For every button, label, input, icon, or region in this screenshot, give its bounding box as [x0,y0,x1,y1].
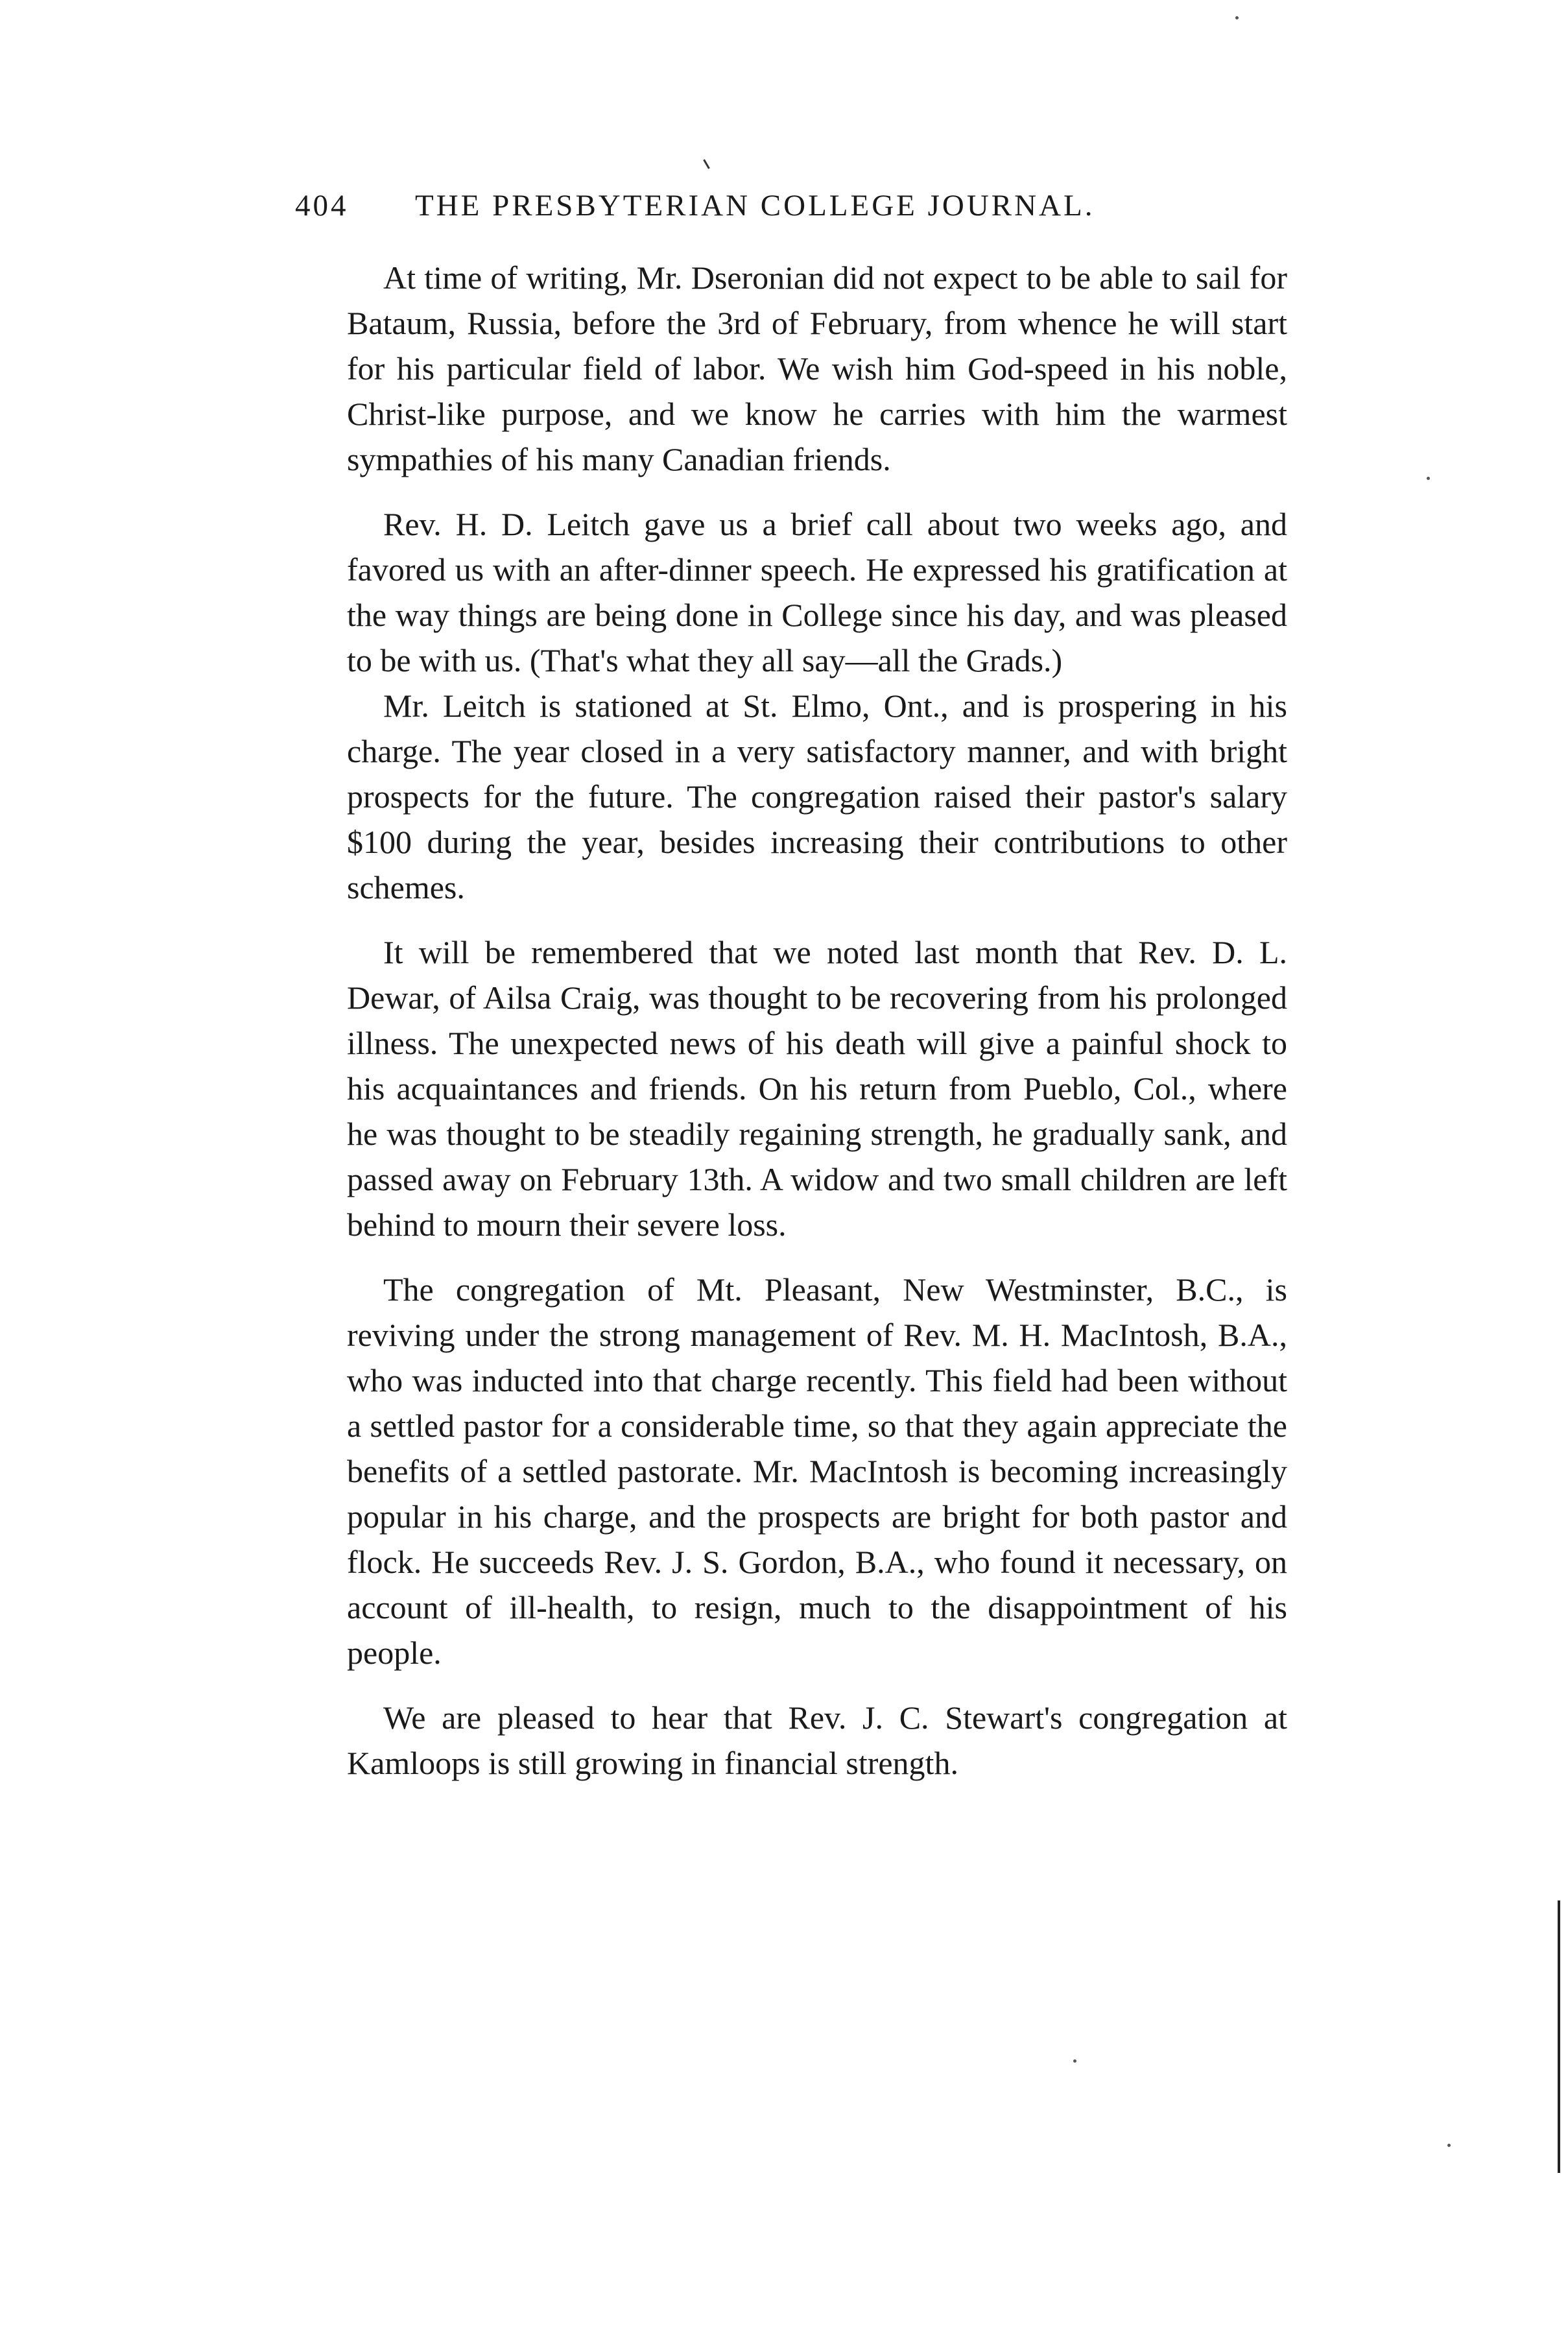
scan-speck [1447,2144,1451,2147]
paragraph: Mr. Leitch is stationed at St. Elmo, Ont., and is prospering in his charge. The year closed in a very satisfactory manner, and with bright prospects for the future. The congregation raised their pastor's salary $100 during the year, besides increasing their contributions to other schemes. [347,688,1287,905]
paragraph: Rev. H. D. Leitch gave us a brief call about two weeks ago, and favored us with an after-dinner speech. He expressed his gratification at the way things are being done in College since his day, and was pleased to be with us. (That's what they all say—all the Grads.) [347,506,1287,678]
scan-speck [1073,2059,1076,2063]
page-number: 404 [295,189,349,222]
paragraph: At time of writing, Mr. Dseronian did not expect to be able to sail for Bataum, Russia, before the 3rd of February, from whence he will start for his particular field of labor. We wish him God-speed in his noble, Christ-like purpose, and we know he carries with him the warmest sympathies of his many Canadian friends. [347,259,1287,477]
scan-mark [703,159,710,169]
article-body [347,255,1287,1805]
paragraph: We are pleased to hear that Rev. J. C. Stewart's congregation at Kamloops is still growing in financial strength. [347,1699,1287,1781]
scan-edge-bar [1558,1900,1560,2173]
running-header [295,188,1287,246]
paragraph: The congregation of Mt. Pleasant, New Westminster, B.C., is reviving under the strong management of Rev. M. H. MacIntosh, B.A., who was inducted into that charge recently. This field had been without a settled pastor for a considerable time, so that they again appreciate the benefits of a settled pastorate. Mr. MacIntosh is becoming increasingly popular in his charge, and the prospects are bright for both pastor and flock. He succeeds Rev. J. S. Gordon, B.A., who found it necessary, on account of ill-health, to resign, much to the disappointment of his people. [347,1271,1287,1671]
scan-speck [1235,16,1239,19]
scan-speck [1427,477,1430,480]
journal-title: THE PRESBYTERIAN COLLEGE JOURNAL. [415,189,1095,222]
paragraph: It will be remembered that we noted last month that Rev. D. L. Dewar, of Ailsa Craig, was thought to be recovering from his prolonged illness. The unexpected news of his death will give a painful shock to his acquaintances and friends. On his return from Pueblo, Col., where he was thought to be steadily regaining strength, he gradually sank, and passed away on February 13th. A widow and two small children are left behind to mourn their severe loss. [347,934,1287,1243]
